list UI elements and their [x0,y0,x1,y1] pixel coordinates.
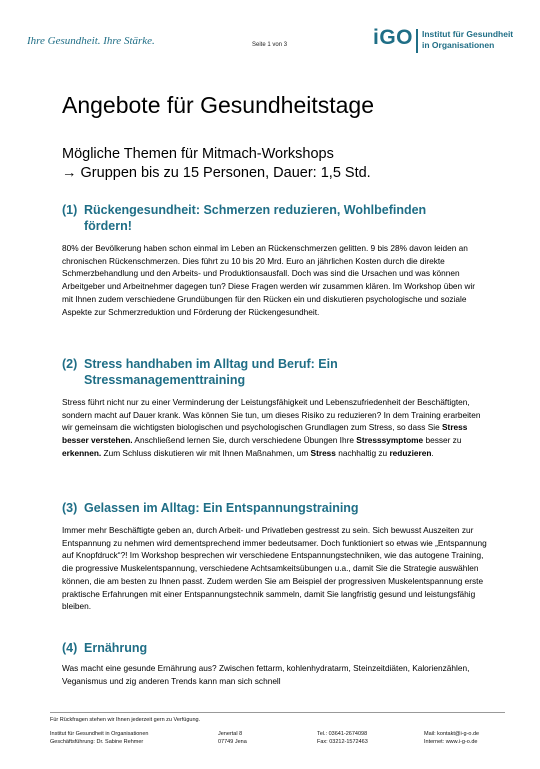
footer-note: Für Rückfragen stehen wir Ihnen jederzeit gern zu Verfügung. [50,717,201,723]
section-1-heading-line1: Rückengesundheit: Schmerzen reduzieren, Wohlbefinden [84,203,427,217]
footer-street: Jenertal 8 [218,731,243,737]
section-2-text: Stress führt nicht nur zu einer Verminderung der Leistungsfähigkeit und Lebenszufriedenheit der Beschäftigten, sondern macht auf Dauer krank. Was können Sie tun, um dieses Risiko zu reduzieren? In dem Training erarbeiten wir gemeinsam die wichtigsten biologischen und psychologischen Grundlagen zum Stress, so dass Sie [62,397,481,433]
section-2-emphasis: reduzieren [389,447,432,458]
section-3-body: Immer mehr Beschäftigte geben an, durch Arbeit- und Privatleben gestresst zu sein. Sich bewusst Auszeiten zur Entspannung zu nehmen wird dementsprechend immer bedeutsamer. Doch funktioniert so etwas wie „Entspannung auf Knopfdruck“?! Im Workshop besprechen wir verschiedene Entspannungstechniken, wie das autogene Training, die progressive Muskelentspannung, verschiedene Achtsamkeitsübungen u.a., damit Sie die Strategie auswählen können, die am besten zu Ihnen passt. Zudem werden Sie am Beispiel der progressiven Muskelentspannung erste praktische Erfahrungen mit einer Entspannungstechnik sammeln, damit Sie langfristig gesund und leistungsfähig bleiben. [62,525,487,612]
footer-manager: Geschäftsführung: Dr. Sabine Rehmer [50,739,144,745]
section-2-emphasis: Stress [310,447,336,458]
section-2-text: Anschließend lernen Sie, durch verschiedene Übungen Ihre [132,435,357,446]
section-2-heading [62,356,338,388]
section-4-heading-line1: Ernährung [84,641,148,655]
section-4-body: Was macht eine gesunde Ernährung aus? Zwischen fettarm, kohlenhydratarm, Steinzeitdiäten, Kalorienzählen, Veganismus und zig anderen Trends kann man sich schnell [62,663,470,686]
footer-web[interactable]: Internet: www.i-g-o.de [424,739,478,745]
section-3-heading [62,500,359,516]
footer-city: 07749 Jena [218,739,247,745]
section-2-body [62,396,487,460]
section-1-number: (1) [62,203,78,217]
section-2-heading-line2: Stressmanagementtraining [84,373,246,387]
subtitle-line2-text: Gruppen bis zu 15 Personen, Dauer: 1,5 Std. [80,165,371,181]
footer-mail[interactable]: Mail: kontakt@i-g-o.de [424,731,480,737]
section-1-heading [62,202,426,234]
arrow-icon: → [62,165,77,181]
section-1-body: 80% der Bevölkerung haben schon einmal im Leben an Rückenschmerzen gelitten. 9 bis 28% davon leiden an chronischen Rückenschmerzen. Dies führt zu 10 bis 20 Mrd. Euro an jährlichen Kosten durch die direkte Schmerzbehandlung und den Arbeits- und Produktionsausfall. Doch was sind die Ursachen und was können Arbeitgeber und Arbeitnehmer dagegen tun? Diese Fragen werden wir zusammen klären. Im Workshop üben wir mit Ihnen zudem verschiedene Grundübungen für den Rücken ein und diskutieren psychologische und soziale Aspekte zur Schmerzreduktion und Förderung der Rückengesundheit. [62,243,476,317]
logo-text-line1: Institut für Gesundheit [422,29,514,39]
footer-fax: Fax: 03212-1572463 [317,739,368,745]
footer-org: Institut für Gesundheit in Organisationen [50,731,149,737]
section-3-number: (3) [62,501,78,515]
logo-divider [416,29,418,53]
subtitle-line1: Mögliche Themen für Mitmach-Workshops [62,146,334,162]
footer-phone: Tel.: 03641-2674098 [317,731,368,737]
header-slogan: Ihre Gesundheit. Ihre Stärke. [27,35,155,47]
section-1-heading-line2: fördern! [84,219,132,233]
section-2-heading-line1: Stress handhaben im Alltag und Beruf: Ein [84,357,338,371]
section-4-number: (4) [62,641,78,655]
logo-mark: iGO [373,26,414,49]
section-2-emphasis: Stresssymptome [356,435,424,446]
footer-divider [50,712,505,713]
subtitle-line2 [62,165,371,181]
section-2-text: Zum Schluss diskutieren wir mit Ihnen Maßnahmen, um [101,447,311,458]
section-2-emphasis: Stress besser verstehen. [62,422,468,446]
section-2-text: nachhaltig zu [335,447,390,458]
page-title: Angebote für Gesundheitstage [62,92,375,118]
section-2-number: (2) [62,357,78,371]
igo-logo [373,26,533,56]
section-4-heading [62,640,147,656]
page-number: Seite 1 von 3 [252,42,288,48]
logo-text-line2: in Organisationen [422,40,495,50]
section-2-emphasis: erkennen. [62,447,102,458]
section-2-text: . [431,447,434,458]
section-2-text: besser zu [423,435,462,446]
section-3-heading-line1: Gelassen im Alltag: Ein Entspannungstraining [84,501,359,515]
